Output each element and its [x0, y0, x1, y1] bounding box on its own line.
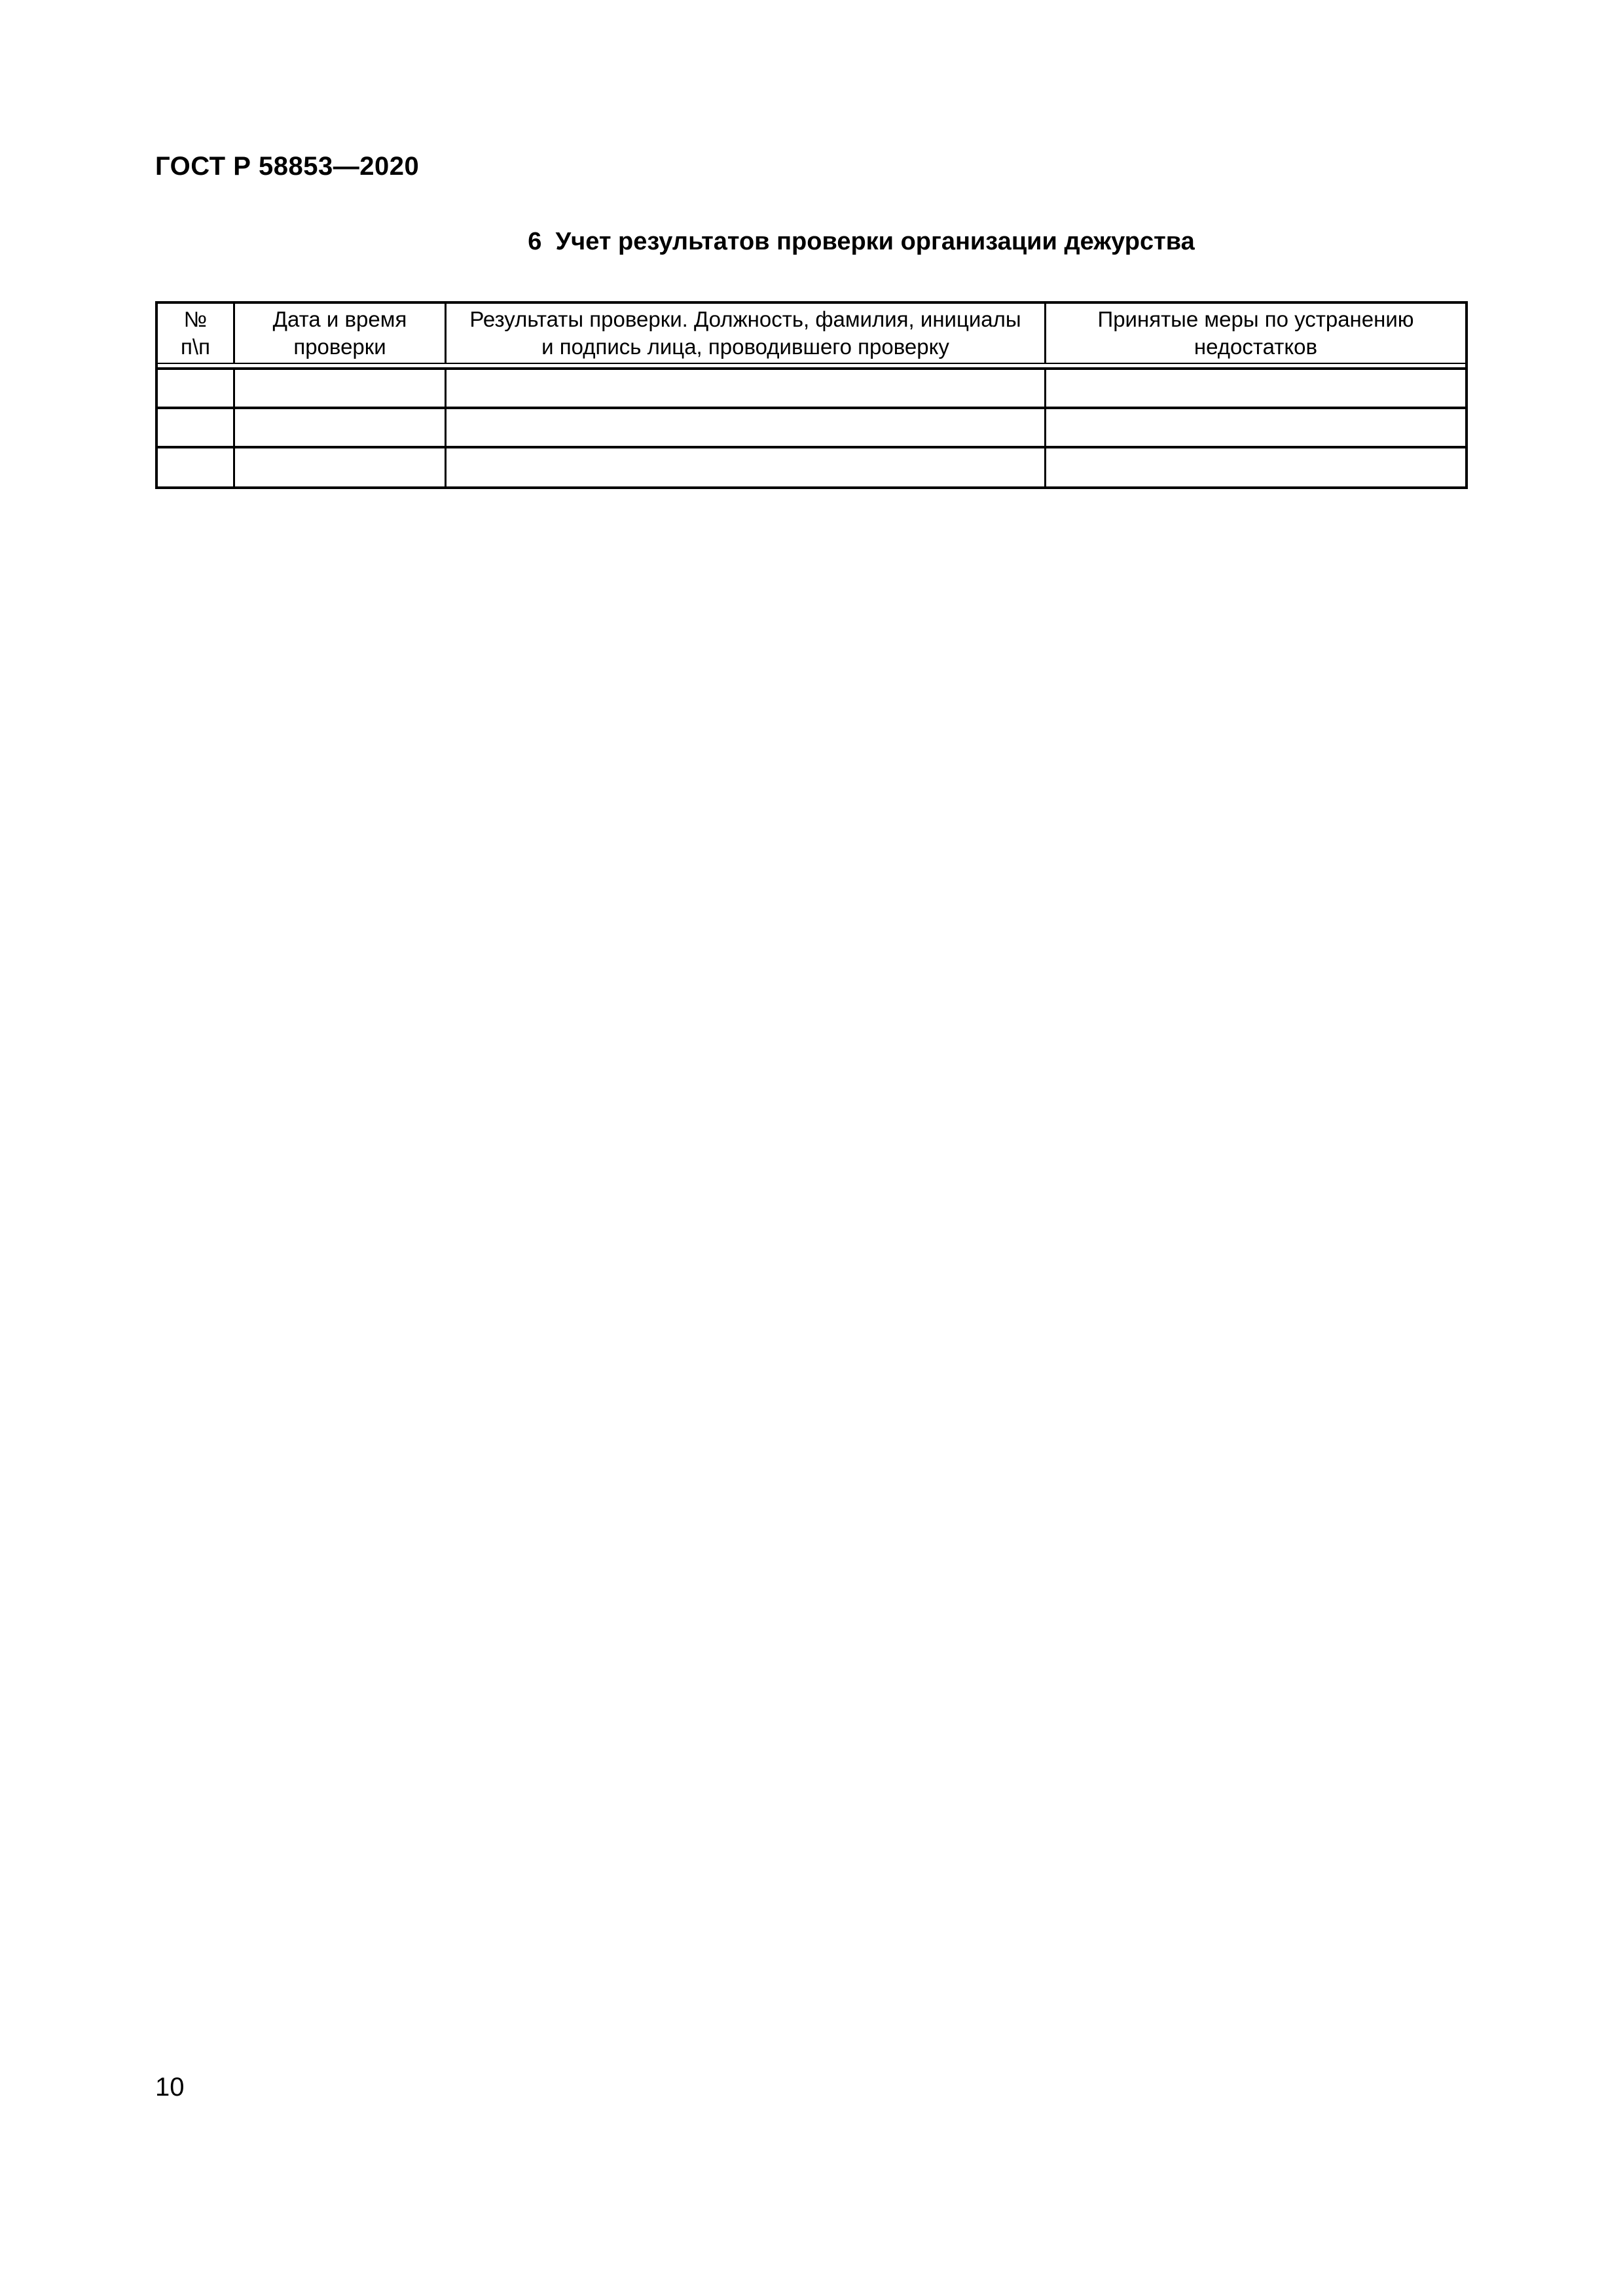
table-cell	[1046, 370, 1465, 407]
table-cell	[1046, 448, 1465, 486]
table-cell	[447, 370, 1046, 407]
table-cell	[235, 370, 447, 407]
header-cell-results	[447, 304, 1046, 363]
header-cell-row-number-line2: п\п	[181, 335, 210, 359]
table-cell	[158, 370, 235, 407]
header-cell-results-line2: и подпись лица, проводившего проверку	[541, 335, 949, 359]
table-cell	[447, 409, 1046, 446]
page-number: 10	[155, 2073, 185, 2102]
header-cell-date-time	[235, 304, 447, 363]
table-header-row	[158, 304, 1465, 364]
table-row	[158, 370, 1465, 409]
section-heading: 6 Учет результатов проверки организации дежурства	[528, 228, 1195, 255]
header-cell-measures-line1: Принятые меры по устранению	[1097, 307, 1414, 331]
table-cell	[1046, 409, 1465, 446]
inspection-log-table	[155, 301, 1468, 489]
doc-code: ГОСТ Р 58853—2020	[155, 152, 420, 181]
header-cell-row-number	[158, 304, 235, 363]
header-cell-date-time-line1: Дата и время	[272, 307, 407, 331]
table-cell	[235, 409, 447, 446]
table-cell	[158, 448, 235, 486]
table-cell	[235, 448, 447, 486]
table-cell	[447, 448, 1046, 486]
header-cell-row-number-line1: №	[183, 307, 208, 331]
header-cell-results-line1: Результаты проверки. Должность, фамилия, инициалы	[469, 307, 1021, 331]
table-cell	[158, 409, 235, 446]
header-cell-date-time-line2: проверки	[293, 335, 386, 359]
table-header-double-rule	[158, 364, 1465, 370]
header-cell-measures-line2: недостатков	[1194, 335, 1318, 359]
table-row	[158, 448, 1465, 486]
table-row	[158, 409, 1465, 448]
header-cell-measures	[1046, 304, 1465, 363]
